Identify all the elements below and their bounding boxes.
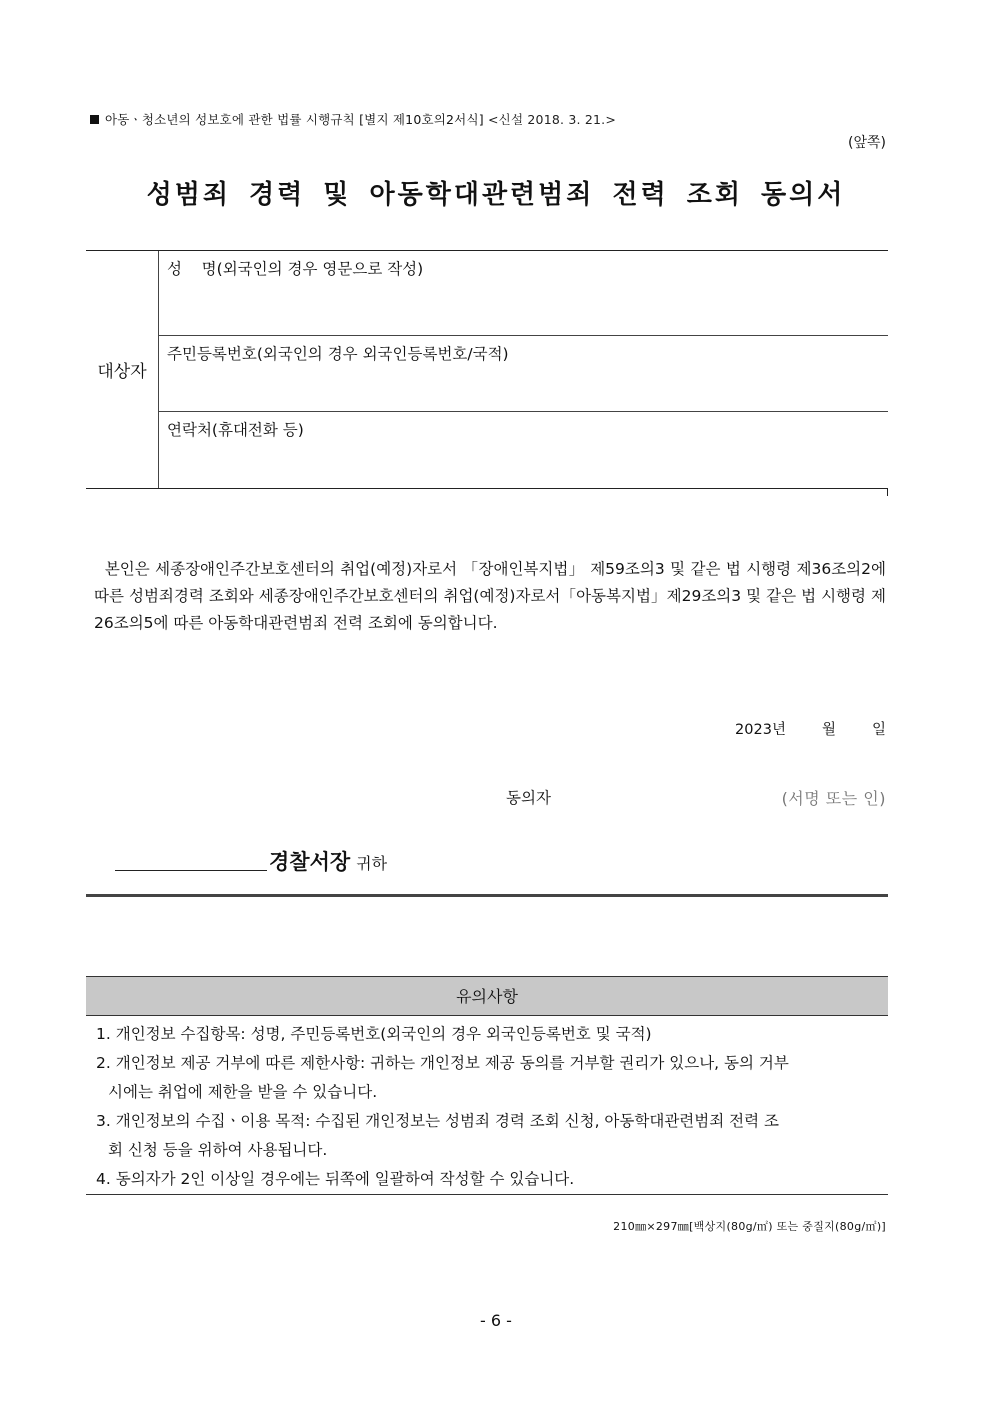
note-line: 4. 동의자가 2인 이상일 경우에는 뒤쪽에 일괄하여 작성할 수 있습니다.: [96, 1170, 575, 1188]
notes-list: [86, 1016, 888, 1195]
addressee-title: 경찰서장: [269, 850, 351, 874]
note-line: 3. 개인정보의 수집ㆍ이용 목적: 수집된 개인정보는 성범죄 경력 조회 신청, 아동학대관련범죄 전력 조: [96, 1112, 779, 1130]
contact-field-label: 연락처(휴대전화 등): [167, 421, 304, 439]
form-reference: [90, 110, 616, 128]
consent-statement: [94, 556, 886, 637]
page-number: - 6 -: [480, 1311, 512, 1330]
contact-field[interactable]: [159, 412, 888, 488]
notes-header: 유의사항: [86, 976, 888, 1016]
police-station-blank[interactable]: [115, 848, 267, 871]
subject-table: [86, 250, 888, 489]
notes-box: [86, 976, 888, 1195]
table-corner-mark: [887, 488, 888, 496]
date-year[interactable]: 2023년: [735, 722, 786, 738]
list-item: [86, 1107, 888, 1165]
front-side-label: (앞쪽): [848, 135, 886, 151]
note-line-continued: 시에는 취업에 제한을 받을 수 있습니다.: [108, 1083, 378, 1101]
addressee-suffix: 귀하: [356, 854, 388, 873]
amendment-note: <신설 2018. 3. 21.>: [488, 112, 617, 127]
subject-label: 대상자: [86, 251, 159, 488]
date-line: [735, 718, 886, 739]
addressee: [115, 846, 387, 876]
date-month[interactable]: 월: [821, 722, 836, 738]
list-item: [86, 1020, 888, 1049]
consenter-label: 동의자: [506, 789, 551, 807]
consent-statement-text: 본인은 세종장애인주간보호센터의 취업(예정)자로서 「장애인복지법」 제59조의3 및 같은 법 시행령 제36조의2에 따른 성범죄경력 조회와 세종장애인주간보호센터의 취업(예정)자로서「아동복지법」제29조의3 및 같은 법 시행령 제26조의5에 따른 아동학대관련범죄 전력 조회에 동의합니다.: [94, 560, 886, 632]
law-reference: 아동ㆍ청소년의 성보호에 관한 법률 시행규칙 [별지 제10호의2서식]: [105, 112, 484, 127]
section-divider: [86, 894, 888, 897]
square-bullet-icon: [90, 115, 99, 124]
note-line: 2. 개인정보 제공 거부에 따른 제한사항: 귀하는 개인정보 제공 동의를 거부할 권리가 있으나, 동의 거부: [96, 1054, 789, 1072]
name-field-label: 성 명(외국인의 경우 영문으로 작성): [167, 260, 424, 278]
date-day[interactable]: 일: [871, 722, 886, 738]
resident-id-field-label: 주민등록번호(외국인의 경우 외국인등록번호/국적): [167, 345, 509, 363]
signature-field[interactable]: (서명 또는 인): [781, 789, 886, 808]
list-item: [86, 1049, 888, 1107]
paper-spec: 210㎜×297㎜[백상지(80g/㎡) 또는 중질지(80g/㎡)]: [613, 1220, 886, 1233]
page-title: 성범죄 경력 및 아동학대관련범죄 전력 조회 동의서: [146, 180, 846, 210]
list-item: [86, 1165, 888, 1194]
resident-id-field[interactable]: [159, 336, 888, 412]
name-field[interactable]: [159, 251, 888, 336]
note-line: 1. 개인정보 수집항목: 성명, 주민등록번호(외국인의 경우 외국인등록번호 및 국적): [96, 1025, 652, 1043]
note-line-continued: 회 신청 등을 위하여 사용됩니다.: [108, 1141, 328, 1159]
